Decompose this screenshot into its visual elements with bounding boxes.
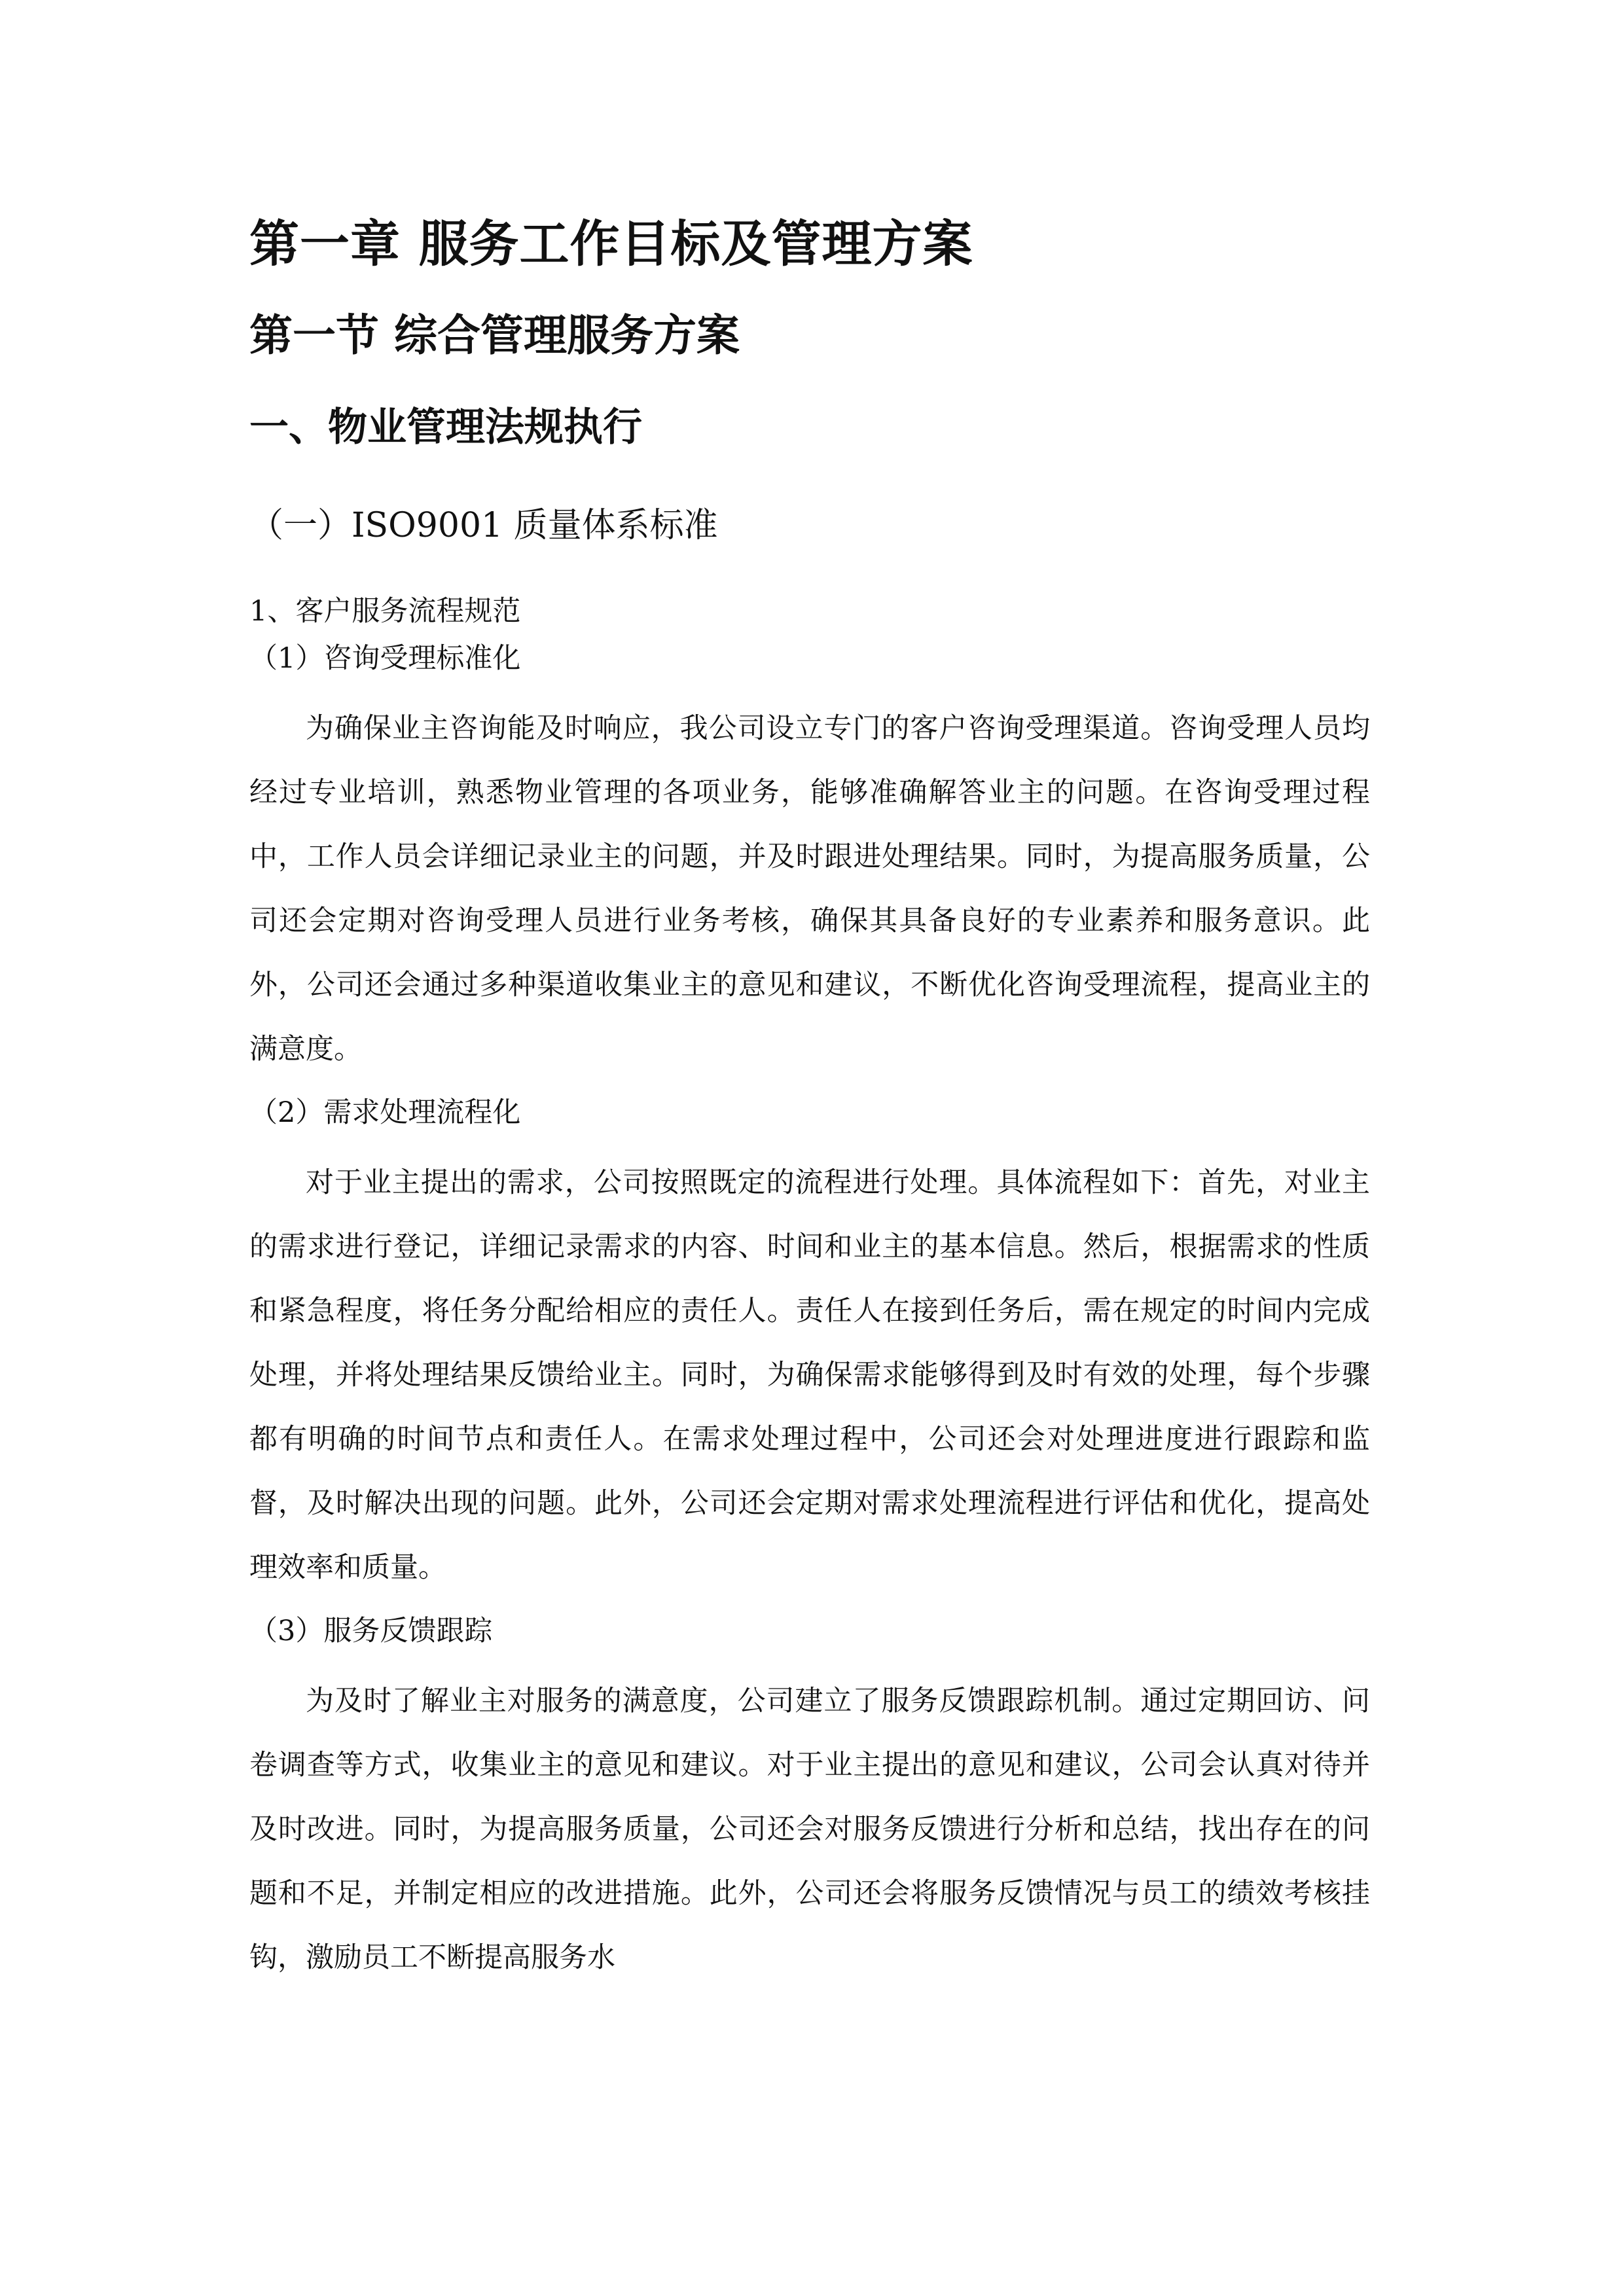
body-paragraph: 为确保业主咨询能及时响应，我公司设立专门的客户咨询受理渠道。咨询受理人员均经过专业培训，熟悉物业管理的各项业务，能够准确解答业主的问题。在咨询受理过程中，工作人员会详细记录业主的问题，并及时跟进处理结果。同时，为提高服务质量，公司还会定期对咨询受理人员进行业务考核，确保其具备良好的专业素养和服务意识。此外，公司还会通过多种渠道收集业主的意见和建议，不断优化咨询受理流程，提高业主的满意度。 [249, 712, 1370, 1066]
sub-item-title: （2）需求处理流程化 [249, 1096, 521, 1129]
body-paragraph: 对于业主提出的需求，公司按照既定的流程进行处理。具体流程如下：首先，对业主的需求进行登记，详细记录需求的内容、时间和业主的基本信息。然后，根据需求的性质和紧急程度，将任务分配给相应的责任人。责任人在接到任务后，需在规定的时间内完成处理，并将处理结果反馈给业主。同时，为确保需求能够得到及时有效的处理，每个步骤都有明确的时间节点和责任人。在需求处理过程中，公司还会对处理进度进行跟踪和监督，及时解决出现的问题。此外，公司还会定期对需求处理流程进行评估和优化，提高处理效率和质量。 [249, 1166, 1370, 1584]
item-title: 1、客户服务流程规范 [249, 595, 521, 628]
body-paragraph: 为及时了解业主对服务的满意度，公司建立了服务反馈跟踪机制。通过定期回访、问卷调查等方式，收集业主的意见和建议。对于业主提出的意见和建议，公司会认真对待并及时改进。同时，为提高服务质量，公司还会对服务反馈进行分析和总结，找出存在的问题和不足，并制定相应的改进措施。此外，公司还会将服务反馈情况与员工的绩效考核挂钩，激励员工不断提高服务水 [249, 1685, 1370, 1974]
section-title: 第一节 综合管理服务方案 [249, 310, 740, 361]
sub-item-title: （3）服务反馈跟踪 [249, 1615, 493, 1647]
sub-item-block [249, 635, 1370, 1081]
part-title: 一、物业管理法规执行 [249, 404, 642, 450]
sub-item-title: （1）咨询受理标准化 [249, 642, 521, 675]
chapter-title: 第一章 服务工作目标及管理方案 [249, 215, 973, 273]
sub-item-block [249, 1607, 1370, 1990]
sub-item-block [249, 1089, 1370, 1600]
subsection-title: （一）ISO9001 质量体系标准 [249, 506, 718, 545]
document-content [249, 208, 1370, 1998]
